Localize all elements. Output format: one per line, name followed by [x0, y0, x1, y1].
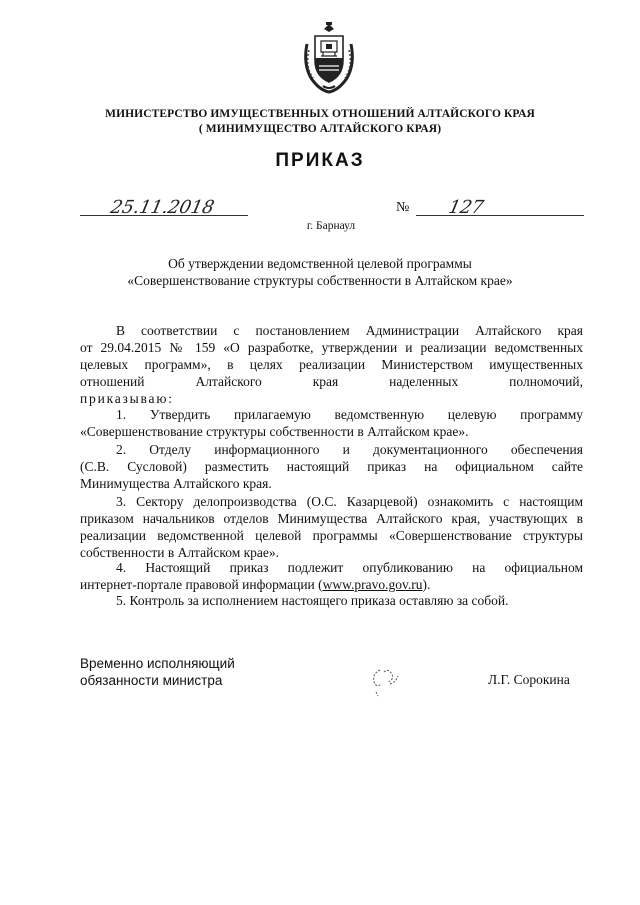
clause-line: 3. Сектору делопроизводства (О.С. Казарцевой) ознакомить с настоящим — [116, 494, 583, 509]
clause-4 — [80, 559, 583, 593]
clause-line: 5. Контроль за исполнением настоящего приказа оставляю за собой. — [116, 593, 509, 608]
handwritten-signature — [368, 662, 402, 700]
pravo-gov-link[interactable]: www.pravo.gov.ru — [322, 577, 423, 592]
orders-word: приказываю: — [80, 391, 174, 406]
clause-1 — [80, 406, 583, 440]
ministry-short-name: ( МИНИМУЩЕСТВО АЛТАЙСКОГО КРАЯ) — [198, 123, 442, 135]
clause-line: 2. Отделу информационного и документационного обеспечения — [116, 442, 583, 457]
clause-line: 1. Утвердить прилагаемую ведомственную целевую программу — [116, 407, 583, 422]
clause-line: реализации ведомственной целевой программы «Совершенствование структуры — [80, 528, 583, 543]
signatory-name: Л.Г. Сорокина — [488, 672, 570, 687]
subject-line: «Совершенствование структуры собственности в Алтайском крае» — [127, 273, 513, 288]
clause-text: интернет-портале правовой информации ( — [80, 577, 323, 592]
clause-line — [80, 576, 583, 593]
date-underline — [80, 215, 248, 216]
clause-text: ). — [422, 577, 431, 592]
clause-line: «Совершенствование структуры собственности в Алтайском крае». — [80, 424, 469, 439]
subject-line: Об утверждении ведомственной целевой программы — [168, 256, 472, 271]
signatory-position — [80, 655, 235, 689]
clause-2 — [80, 441, 583, 492]
preamble-line: от 29.04.2015 № 159 «О разработке, утверждении и реализации ведомственных — [80, 340, 583, 355]
city-label: г. Барнаул — [306, 220, 356, 232]
handwritten-number-text: 127 — [446, 197, 486, 218]
number-label: № — [396, 200, 410, 215]
position-line: обязанности министра — [80, 673, 223, 688]
preamble-line: отношений Алтайского края наделенных полномочий, — [80, 374, 583, 389]
ministry-name: МИНИСТЕРСТВО ИМУЩЕСТВЕННЫХ ОТНОШЕНИЙ АЛТАЙСКОГО КРАЯ — [105, 108, 535, 120]
clause-3 — [80, 493, 583, 561]
preamble-line: целевых программ», в целях реализации Министерством имущественных — [80, 357, 583, 372]
clause-5 — [80, 592, 583, 609]
preamble-line: В соответствии с постановлением Администрации Алтайского края — [116, 323, 583, 338]
preamble-paragraph — [80, 322, 583, 407]
clause-line: 4. Настоящий приказ подлежит опубликованию на официальном — [116, 560, 583, 575]
number-underline — [416, 215, 584, 216]
position-line: Временно исполняющий — [80, 656, 235, 671]
clause-line: (С.В. Сусловой) разместить настоящий приказ на официальном сайте — [80, 459, 583, 474]
handwritten-date-text: 25.11.2018 — [108, 197, 217, 218]
document-type-title: ПРИКАЗ — [275, 150, 365, 171]
coat-of-arms-emblem — [297, 20, 361, 94]
clause-line: собственности в Алтайском крае». — [80, 545, 280, 560]
order-subject — [0, 255, 640, 289]
clause-line: приказом начальников отделов Минимущества Алтайского края, участвующих в — [80, 511, 583, 526]
ministry-header — [0, 107, 640, 137]
clause-line: Минимущества Алтайского края. — [80, 476, 272, 491]
